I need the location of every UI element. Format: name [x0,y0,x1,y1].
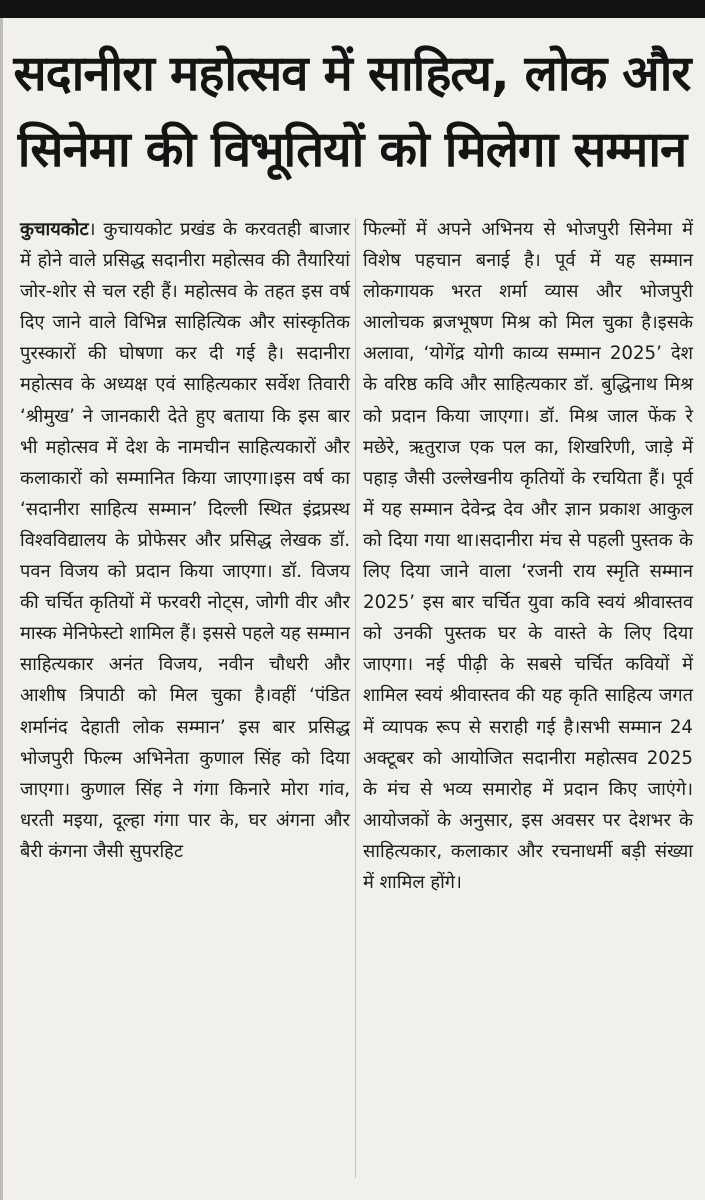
headline-line-2: सिनेमा की विभूतियों को मिलेगा सम्मान [17,121,687,178]
column-left [20,214,350,867]
column-divider [355,218,356,1178]
page-top-rule [0,0,705,18]
column-left-text: । कुचायकोट प्रखंड के करवतही बाजार में होने वाले प्रसिद्ध सदानीरा महोत्सव की तैयारियां जोर-शोर से चल रही हैं। महोत्सव के तहत इस वर्ष दिए जाने वाले विभिन्न साहित्यिक और सांस्कृतिक पुरस्कारों की घोषणा कर दी गई है। सदानीरा महोत्सव के अध्यक्ष एवं साहित्यकार सर्वेश तिवारी ‘श्रीमुख’ ने जानकारी देते हुए बताया कि इस बार भी महोत्सव में देश के नामचीन साहित्यकारों और कलाकारों को सम्मानित किया जाएगा।इस वर्ष का ‘सदानीरा साहित्य सम्मान’ दिल्ली स्थित इंद्रप्रस्थ विश्वविद्यालय के प्रोफेसर और प्रसिद्ध लेखक डॉ. पवन विजय को प्रदान किया जाएगा। डॉ. विजय की चर्चित कृतियों में फरवरी नोट्स, जोगी वीर और मास्क मेनिफेस्टो शामिल हैं। इससे पहले यह सम्मान साहित्यकार अनंत विजय, नवीन चौधरी और आशीष त्रिपाठी को मिल चुका है।वहीं ‘पंडित शर्मानंद देहाती लोक सम्मान’ इस बार प्रसिद्ध भोजपुरी फिल्म अभिनेता कुणाल सिंह को दिया जाएगा। कुणाल सिंह ने गंगा किनारे मोरा गांव, धरती मइया, दूल्हा गंगा पार के, घर अंगना और बैरी कंगना जैसी सुपरहिट [20,219,350,862]
headline-line-1: सदानीरा महोत्सव में साहित्य, लोक और [13,45,691,102]
article-body [20,214,695,1184]
dateline: कुचायकोट [20,219,89,240]
column-right-text: फिल्मों में अपने अभिनय से भोजपुरी सिनेमा में विशेष पहचान बनाई है। पूर्व में यह सम्मान लोकगायक भरत शर्मा व्यास और भोजपुरी आलोचक ब्रजभूषण मिश्र को मिल चुका है।इसके अलावा, ‘योगेंद्र योगी काव्य सम्मान 2025’ देश के वरिष्ठ कवि और साहित्यकार डॉ. बुद्धिनाथ मिश्र को प्रदान किया जाएगा। डॉ. मिश्र जाल फेंक रे मछेरे, ऋतुराज एक पल का, शिखरिणी, जाड़े में पहाड़ जैसी उल्लेखनीय कृतियों के रचयिता हैं। पूर्व में यह सम्मान देवेन्द्र देव और ज्ञान प्रकाश आकुल को दिया गया था।सदानीरा मंच से पहली पुस्तक के लिए दिया जाने वाला ‘रजनी राय स्मृति सम्मान 2025’ इस बार चर्चित युवा कवि स्वयं श्रीवास्तव को उनकी पुस्तक घर के वास्ते के लिए दिया जाएगा। नई पीढ़ी के सबसे चर्चित कवियों में शामिल स्वयं श्रीवास्तव की यह कृति साहित्य जगत में व्यापक रूप से सराही गई है।सभी सम्मान 24 अक्टूबर को आयोजित सदानीरा महोत्सव 2025 के मंच से भव्य समारोह में प्रदान किए जाएंगे। आयोजकों के अनुसार, इस अवसर पर देशभर के साहित्यकार, कलाकार और रचनाधर्मी बड़ी संख्या में शामिल होंगे। [363,219,693,893]
column-right [363,214,693,898]
page-left-edge [0,18,3,1200]
headline [12,36,692,188]
